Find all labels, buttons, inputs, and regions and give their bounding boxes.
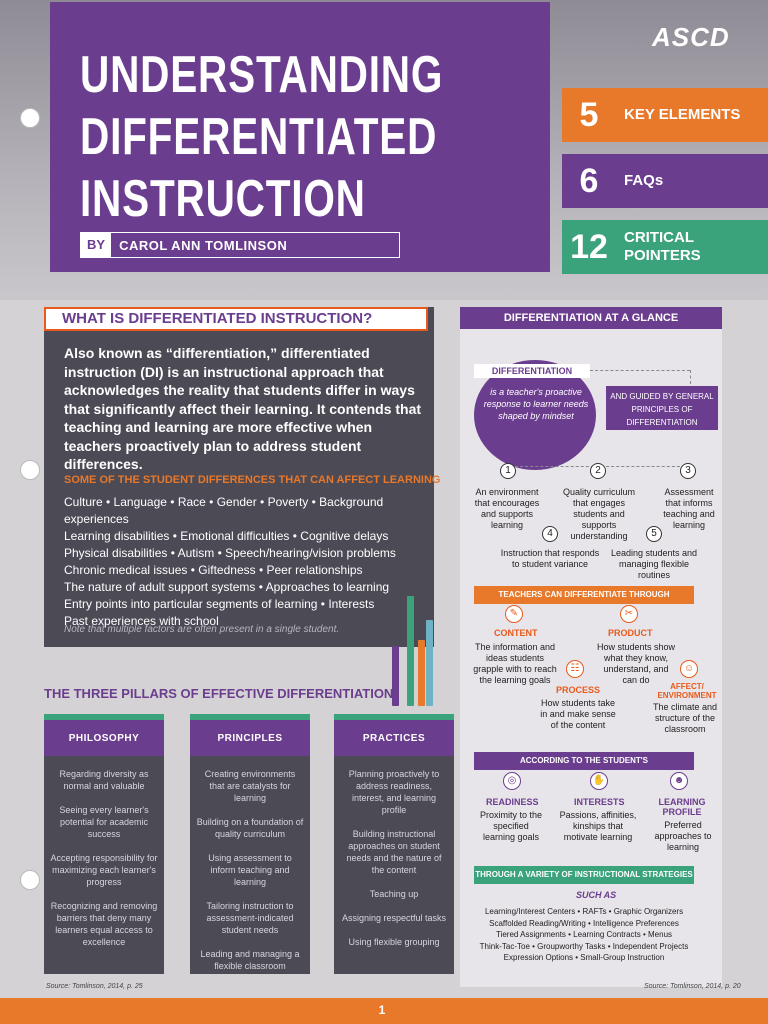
pillar-item: Creating environments that are catalysts for learning	[204, 769, 296, 803]
element-number: 4	[542, 526, 558, 542]
pillar-title: PRACTICES	[334, 720, 454, 756]
differences-line: Entry points into particular segments of learning • Interests	[64, 597, 375, 611]
through-bar: THROUGH A VARIETY OF INSTRUCTIONAL STRATEGIES	[474, 866, 694, 884]
binder-hole	[20, 108, 40, 128]
tab-number: 6	[562, 154, 616, 208]
product-icon: ✂	[620, 605, 638, 623]
glance-heading: DIFFERENTIATION AT A GLANCE	[460, 307, 722, 329]
pencil-icon	[418, 640, 425, 706]
pillar-philosophy	[44, 714, 164, 974]
readiness-label: READINESS	[486, 797, 539, 807]
thumbs-up-icon: ✋	[590, 772, 608, 790]
pillar-item: Building instructional approaches on student needs and the nature of the content	[346, 829, 442, 875]
glance-source: Source: Tomlinson, 2014, p. 20	[644, 983, 741, 990]
pillar-title: PHILOSOPHY	[44, 720, 164, 756]
element-text: Assessment that informs teaching and learning	[663, 487, 715, 530]
pillar-item: Using flexible grouping	[348, 937, 440, 947]
pillar-item: Assigning respectful tasks	[341, 913, 447, 923]
tab-label: FAQs	[616, 154, 768, 208]
element-text: An environment that encourages and supports learning	[474, 487, 540, 530]
target-icon: ◎	[503, 772, 521, 790]
pencil-icon	[407, 596, 414, 706]
content-text: The information and ideas students grapple with to reach the learning goals	[473, 642, 557, 685]
pillar-item: Teaching up	[369, 889, 419, 899]
product-text: How students show what they know, understand, and can do	[596, 642, 676, 685]
content-label: CONTENT	[494, 628, 538, 638]
strategies-line: Learning/Interest Centers • RAFTs • Graphic Organizers	[484, 907, 684, 916]
such-as-label: SUCH AS	[576, 890, 617, 900]
ascd-logo: ASCD	[652, 22, 730, 52]
interests-text: Passions, affinities, kinships that motivate learning	[559, 810, 637, 842]
element-number: 3	[680, 463, 696, 479]
affect-icon: ☺	[680, 660, 698, 678]
element-text: Leading students and managing flexible routines	[610, 548, 698, 580]
interests-label: INTERESTS	[574, 797, 625, 807]
pillars-source: Source: Tomlinson, 2014, p. 25	[46, 983, 143, 990]
differences-line: Culture • Language • Race • Gender • Poverty • Background experiences	[64, 495, 384, 526]
what-is-heading: WHAT IS DIFFERENTIATED INSTRUCTION?	[44, 307, 428, 331]
guided-box: AND GUIDED BY GENERAL PRINCIPLES OF DIFFERENTIATION	[606, 386, 718, 430]
teachers-bar: TEACHERS CAN DIFFERENTIATE THROUGH	[474, 586, 694, 604]
head-icon: ☻	[670, 772, 688, 790]
element-number: 5	[646, 526, 662, 542]
author-name: CAROL ANN TOMLINSON	[119, 237, 288, 253]
strategies-line: Expression Options • Small-Group Instruction	[503, 953, 665, 962]
affect-text: The climate and structure of the classroom	[652, 702, 718, 734]
page-title	[80, 44, 444, 230]
differences-heading: SOME OF THE STUDENT DIFFERENCES THAT CAN AFFECT LEARNING	[64, 474, 441, 486]
content-icon: ✎	[505, 605, 523, 623]
tab-key-elements[interactable]	[562, 88, 768, 142]
byline	[80, 232, 400, 258]
pillar-title: PRINCIPLES	[190, 720, 310, 756]
tab-number: 5	[562, 88, 616, 142]
process-icon: ☷	[566, 660, 584, 678]
by-tag: BY	[81, 233, 111, 257]
pillar-item: Tailoring instruction to assessment-indicated student needs	[206, 901, 294, 935]
pillar-principles	[190, 714, 310, 974]
element-text: Quality curriculum that engages students and supports understanding	[562, 487, 636, 541]
pillar-item: Regarding diversity as normal and valuable	[59, 769, 149, 791]
page-number: 1	[378, 1003, 386, 1017]
element-number: 2	[590, 463, 606, 479]
binder-hole	[20, 460, 40, 480]
element-number: 1	[500, 463, 516, 479]
pillar-item: Recognizing and removing barriers that deny many learners equal access to excellence	[50, 901, 158, 947]
differences-list	[64, 494, 434, 630]
strategies-line: Think-Tac-Toe • Groupworthy Tasks • Independent Projects	[479, 941, 689, 951]
pillar-item: Building on a foundation of quality curriculum	[196, 817, 304, 839]
title-line-3: INSTRUCTION	[80, 170, 366, 228]
differentiation-label: DIFFERENTIATION	[474, 364, 590, 378]
pillar-practices	[334, 714, 454, 974]
strategies-list	[474, 906, 694, 964]
readiness-text: Proximity to the specified learning goals	[479, 810, 543, 842]
tab-label: KEY ELEMENTS	[616, 88, 768, 142]
process-label: PROCESS	[556, 685, 601, 695]
strategies-line: Tiered Assignments • Learning Contracts • Menus	[495, 930, 673, 939]
differences-line: Physical disabilities • Autism • Speech/hearing/vision problems	[64, 546, 396, 560]
differentiation-definition: is a teacher's proactive response to learner needs shaped by mindset	[483, 387, 589, 421]
pillar-item: Seeing every learner's potential for academic success	[59, 805, 149, 839]
element-text: Instruction that responds to student variance	[500, 548, 600, 569]
product-label: PRODUCT	[608, 628, 653, 638]
differences-line: Learning disabilities • Emotional difficulties • Cognitive delays	[64, 529, 389, 543]
pillar-item: Using assessment to inform teaching and learning	[208, 853, 292, 887]
tab-number: 12	[562, 220, 616, 274]
tab-faqs[interactable]	[562, 154, 768, 208]
learning-profile-text: Preferred approaches to learning	[654, 820, 712, 852]
title-line-2: DIFFERENTIATED	[80, 108, 438, 166]
title-line-1: UNDERSTANDING	[80, 46, 444, 104]
differences-line: The nature of adult support systems • Approaches to learning	[64, 580, 390, 594]
pillars-heading: THE THREE PILLARS OF EFFECTIVE DIFFERENTIATION	[44, 686, 394, 701]
strategies-line: Scaffolded Reading/Writing • Intelligence Preferences	[489, 918, 679, 928]
pencil-icon	[426, 620, 433, 706]
according-bar: ACCORDING TO THE STUDENT'S	[474, 752, 694, 770]
tab-label: CRITICAL POINTERS	[616, 220, 768, 274]
pillar-item: Leading and managing a flexible classroom	[200, 949, 300, 971]
differences-note: Note that multiple factors are often present in a single student.	[64, 624, 340, 635]
process-text: How students take in and make sense of the content	[540, 698, 616, 730]
pillar-item: Accepting responsibility for maximizing each learner's progress	[50, 853, 158, 887]
what-is-intro: Also known as “differentiation,” differentiated instruction (DI) is an instructional approach that acknowledges the reality that students differ in ways that significantly affect their learning. It contends that teaching and learning are more effective when teachers proactively plan to address student differences.	[64, 345, 422, 472]
affect-label: AFFECT/ ENVIRONMENT	[657, 682, 717, 700]
differences-line: Chronic medical issues • Giftedness • Peer relationships	[64, 563, 363, 577]
differences-line: Past experiences with school	[64, 614, 219, 628]
learning-profile-label: LEARNING PROFILE	[658, 797, 706, 817]
pillar-item: Planning proactively to address readiness, interest, and learning profile	[348, 769, 440, 815]
tab-critical-pointers[interactable]	[562, 220, 768, 274]
binder-hole	[20, 870, 40, 890]
